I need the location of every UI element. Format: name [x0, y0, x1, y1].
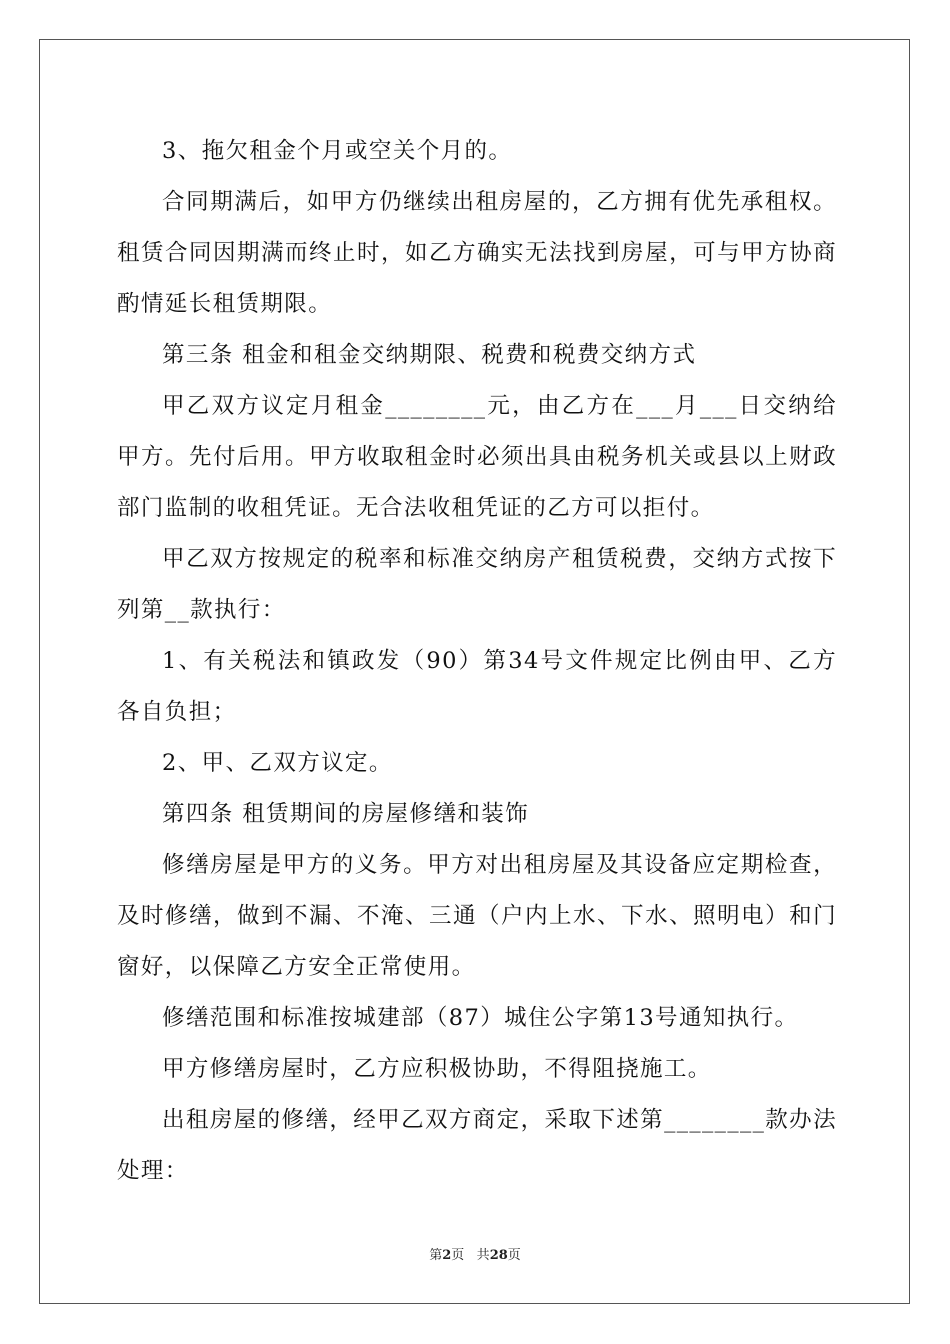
- page-footer: [0, 1247, 950, 1265]
- paragraph-repair-method: 出租房屋的修缮，经甲乙双方商定，采取下述第________款办法处理：: [117, 1107, 837, 1184]
- section-heading-3: 第三条 租金和租金交纳期限、税费和税费交纳方式: [162, 342, 697, 368]
- document-body: [117, 126, 837, 1197]
- footer-page-number: 2: [442, 1248, 452, 1263]
- section-heading-4: 第四条 租赁期间的房屋修缮和装饰: [162, 801, 530, 827]
- footer-total-pages: 28: [489, 1248, 508, 1263]
- footer-total-suffix: 页: [507, 1248, 521, 1263]
- paragraph-repair-scope: 修缮范围和标准按城建部（87）城住公字第13号通知执行。: [162, 1005, 799, 1031]
- paragraph-1: 3、拖欠租金个月或空关个月的。: [162, 138, 513, 164]
- paragraph-2: 合同期满后，如甲方仍继续出租房屋的，乙方拥有优先承租权。租赁合同因期满而终止时，如乙方确实无法找到房屋，可与甲方协商酌情延长租赁期限。: [117, 189, 837, 317]
- paragraph-repair-duty: 修缮房屋是甲方的义务。甲方对出租房屋及其设备应定期检查，及时修缮，做到不漏、不淹、三通（户内上水、下水、照明电）和门窗好，以保障乙方安全正常使用。: [117, 852, 837, 980]
- footer-total-prefix: 共: [476, 1248, 490, 1263]
- footer-page-suffix: 页: [451, 1248, 465, 1263]
- list-item-1: 1、有关税法和镇政发（90）第34号文件规定比例由甲、乙方各自负担；: [117, 648, 837, 725]
- paragraph-tax: 甲乙双方按规定的税率和标准交纳房产租赁税费，交纳方式按下列第__款执行：: [117, 546, 837, 623]
- paragraph-rent: 甲乙双方议定月租金________元，由乙方在___月___日交纳给甲方。先付后用。甲方收取租金时必须出具由税务机关或县以上财政部门监制的收租凭证。无合法收租凭证的乙方可以拒付。: [117, 393, 837, 521]
- list-item-2: 2、甲、乙双方议定。: [162, 750, 393, 776]
- footer-page-prefix: 第: [429, 1248, 443, 1263]
- paragraph-repair-cooperate: 甲方修缮房屋时，乙方应积极协助，不得阻挠施工。: [162, 1056, 712, 1082]
